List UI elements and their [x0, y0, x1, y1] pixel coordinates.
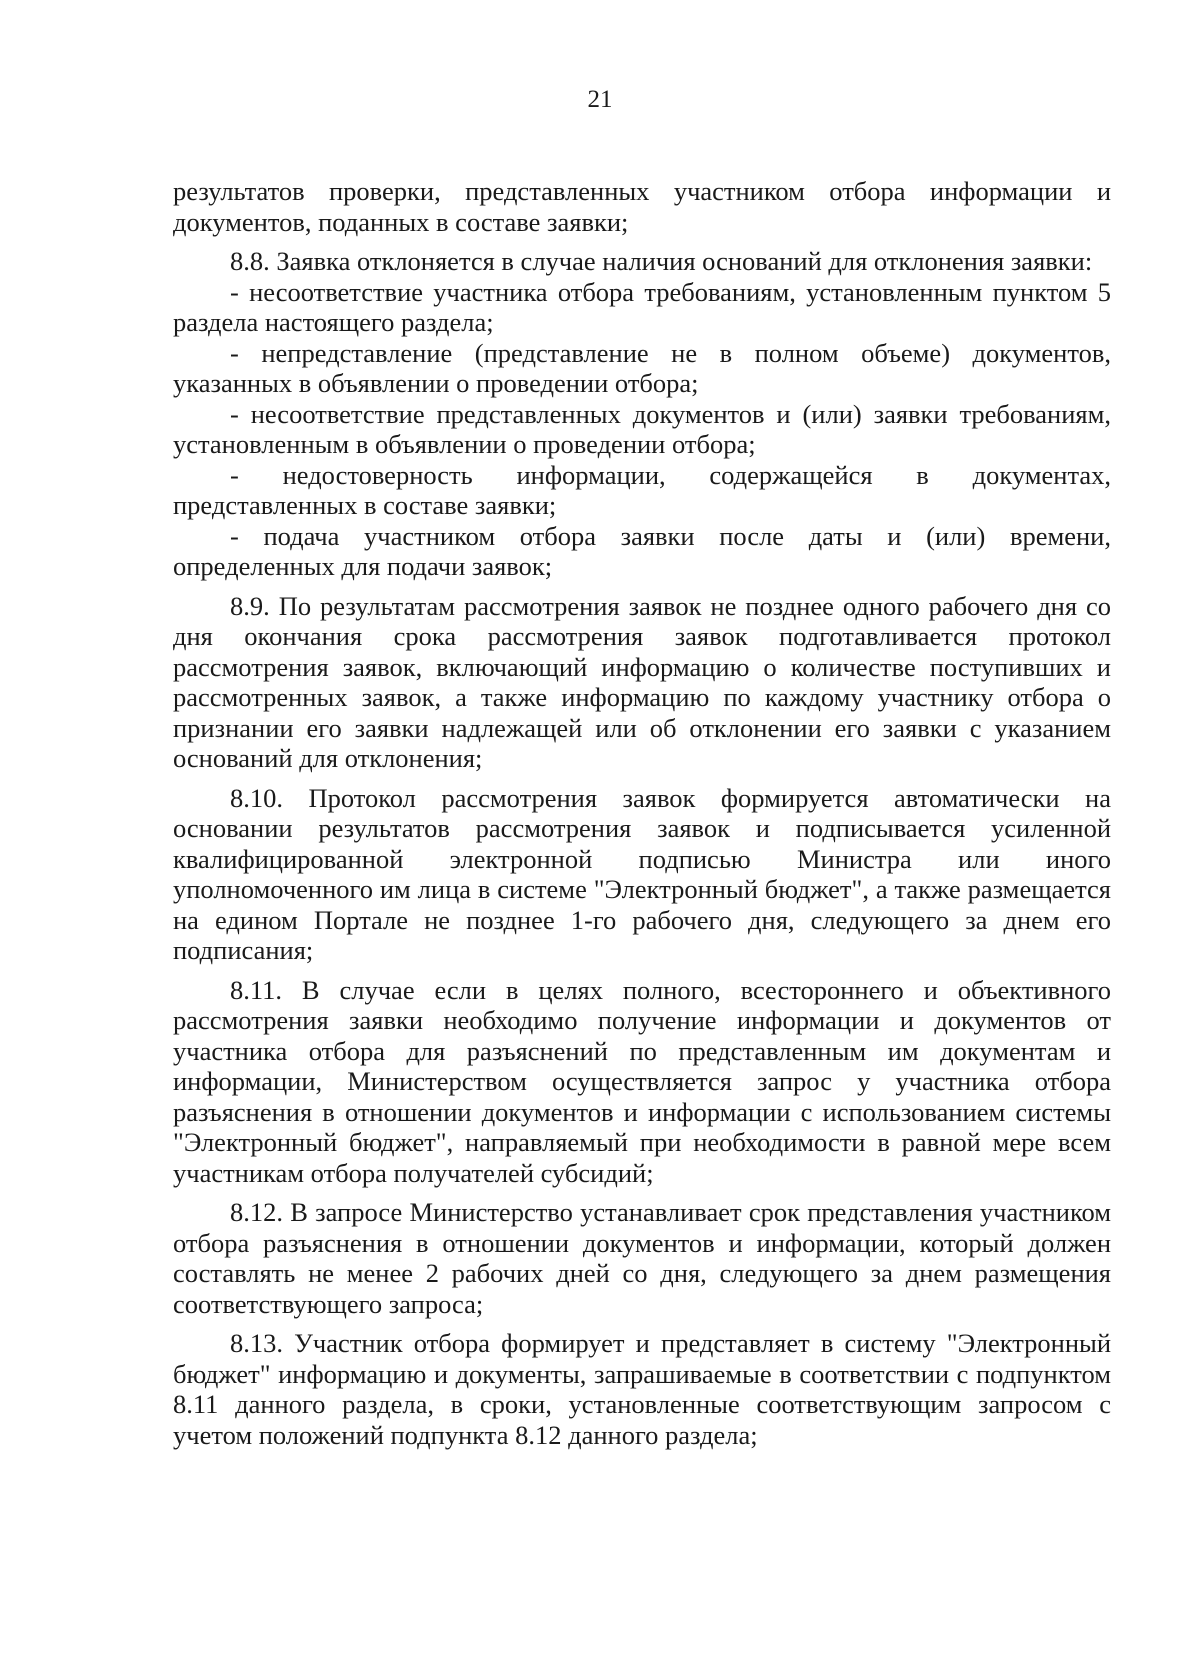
paragraph-8-13: 8.13. Участник отбора формирует и представляет в систему "Электронный бюджет" информацию и документы, запрашиваемые в соответствии с подпунктом 8.11 данного раздела, в сроки, установленные соответствующим запросом с учетом положений подпункта 8.12 данного раздела;: [173, 1328, 1111, 1450]
paragraph-8-8: 8.8. Заявка отклоняется в случае наличия оснований для отклонения заявки:: [230, 246, 1093, 276]
list-item-noncompliance-documents: - несоответствие представленных документов и (или) заявки требованиям, установленным в объявлении о проведении отбора;: [173, 398, 1111, 459]
paragraph-8-9: 8.9. По результатам рассмотрения заявок не позднее одного рабочего дня со дня окончания срока рассмотрения заявок подготавливается протокол рассмотрения заявок, включающий информацию о количестве поступивших и рассмотренных заявок, а также информацию по каждому участнику отбора о признании его заявки надлежащей или об отклонении его заявки с указанием оснований для отклонения;: [173, 590, 1111, 773]
list-item-late-submission: - подача участником отбора заявки после даты и (или) времени, определенных для подачи заявок;: [173, 520, 1111, 581]
paragraph-8-12: 8.12. В запросе Министерство устанавливает срок представления участником отбора разъяснения в отношении документов и информации, который должен составлять не менее 2 рабочих дней со дня, следующего за днем размещения соответствующего запроса;: [173, 1197, 1111, 1319]
paragraph-continuation: результатов проверки, представленных участником отбора информации и документов, поданных в составе заявки;: [173, 176, 1111, 237]
list-item-noncompliance-participant: - несоответствие участника отбора требованиям, установленным пунктом 5 раздела настоящего раздела;: [173, 276, 1111, 337]
list-item-unreliable-information: - недостоверность информации, содержащейся в документах, представленных в составе заявки;: [173, 459, 1111, 520]
paragraph-8-11: 8.11. В случае если в целях полного, всестороннего и объективного рассмотрения заявки необходимо получение информации и документов от участника отбора для разъяснений по представленным им документам и информации, Министерством осуществляется запрос у участника отбора разъяснения в отношении документов и информации с использованием системы "Электронный бюджет", направляемый при необходимости в равной мере всем участникам отбора получателей субсидий;: [173, 974, 1111, 1188]
paragraph-8-10: 8.10. Протокол рассмотрения заявок формируется автоматически на основании результатов рассмотрения заявок и подписывается усиленной квалифицированной электронной подписью Министра или иного уполномоченного им лица в системе "Электронный бюджет", а также размещается на едином Портале не позднее 1-го рабочего дня, следующего за днем его подписания;: [173, 782, 1111, 965]
page-number: 21: [587, 86, 613, 113]
list-item-nonsubmission: - непредставление (представление не в полном объеме) документов, указанных в объявлении о проведении отбора;: [173, 337, 1111, 398]
document-body: [173, 176, 1111, 1450]
